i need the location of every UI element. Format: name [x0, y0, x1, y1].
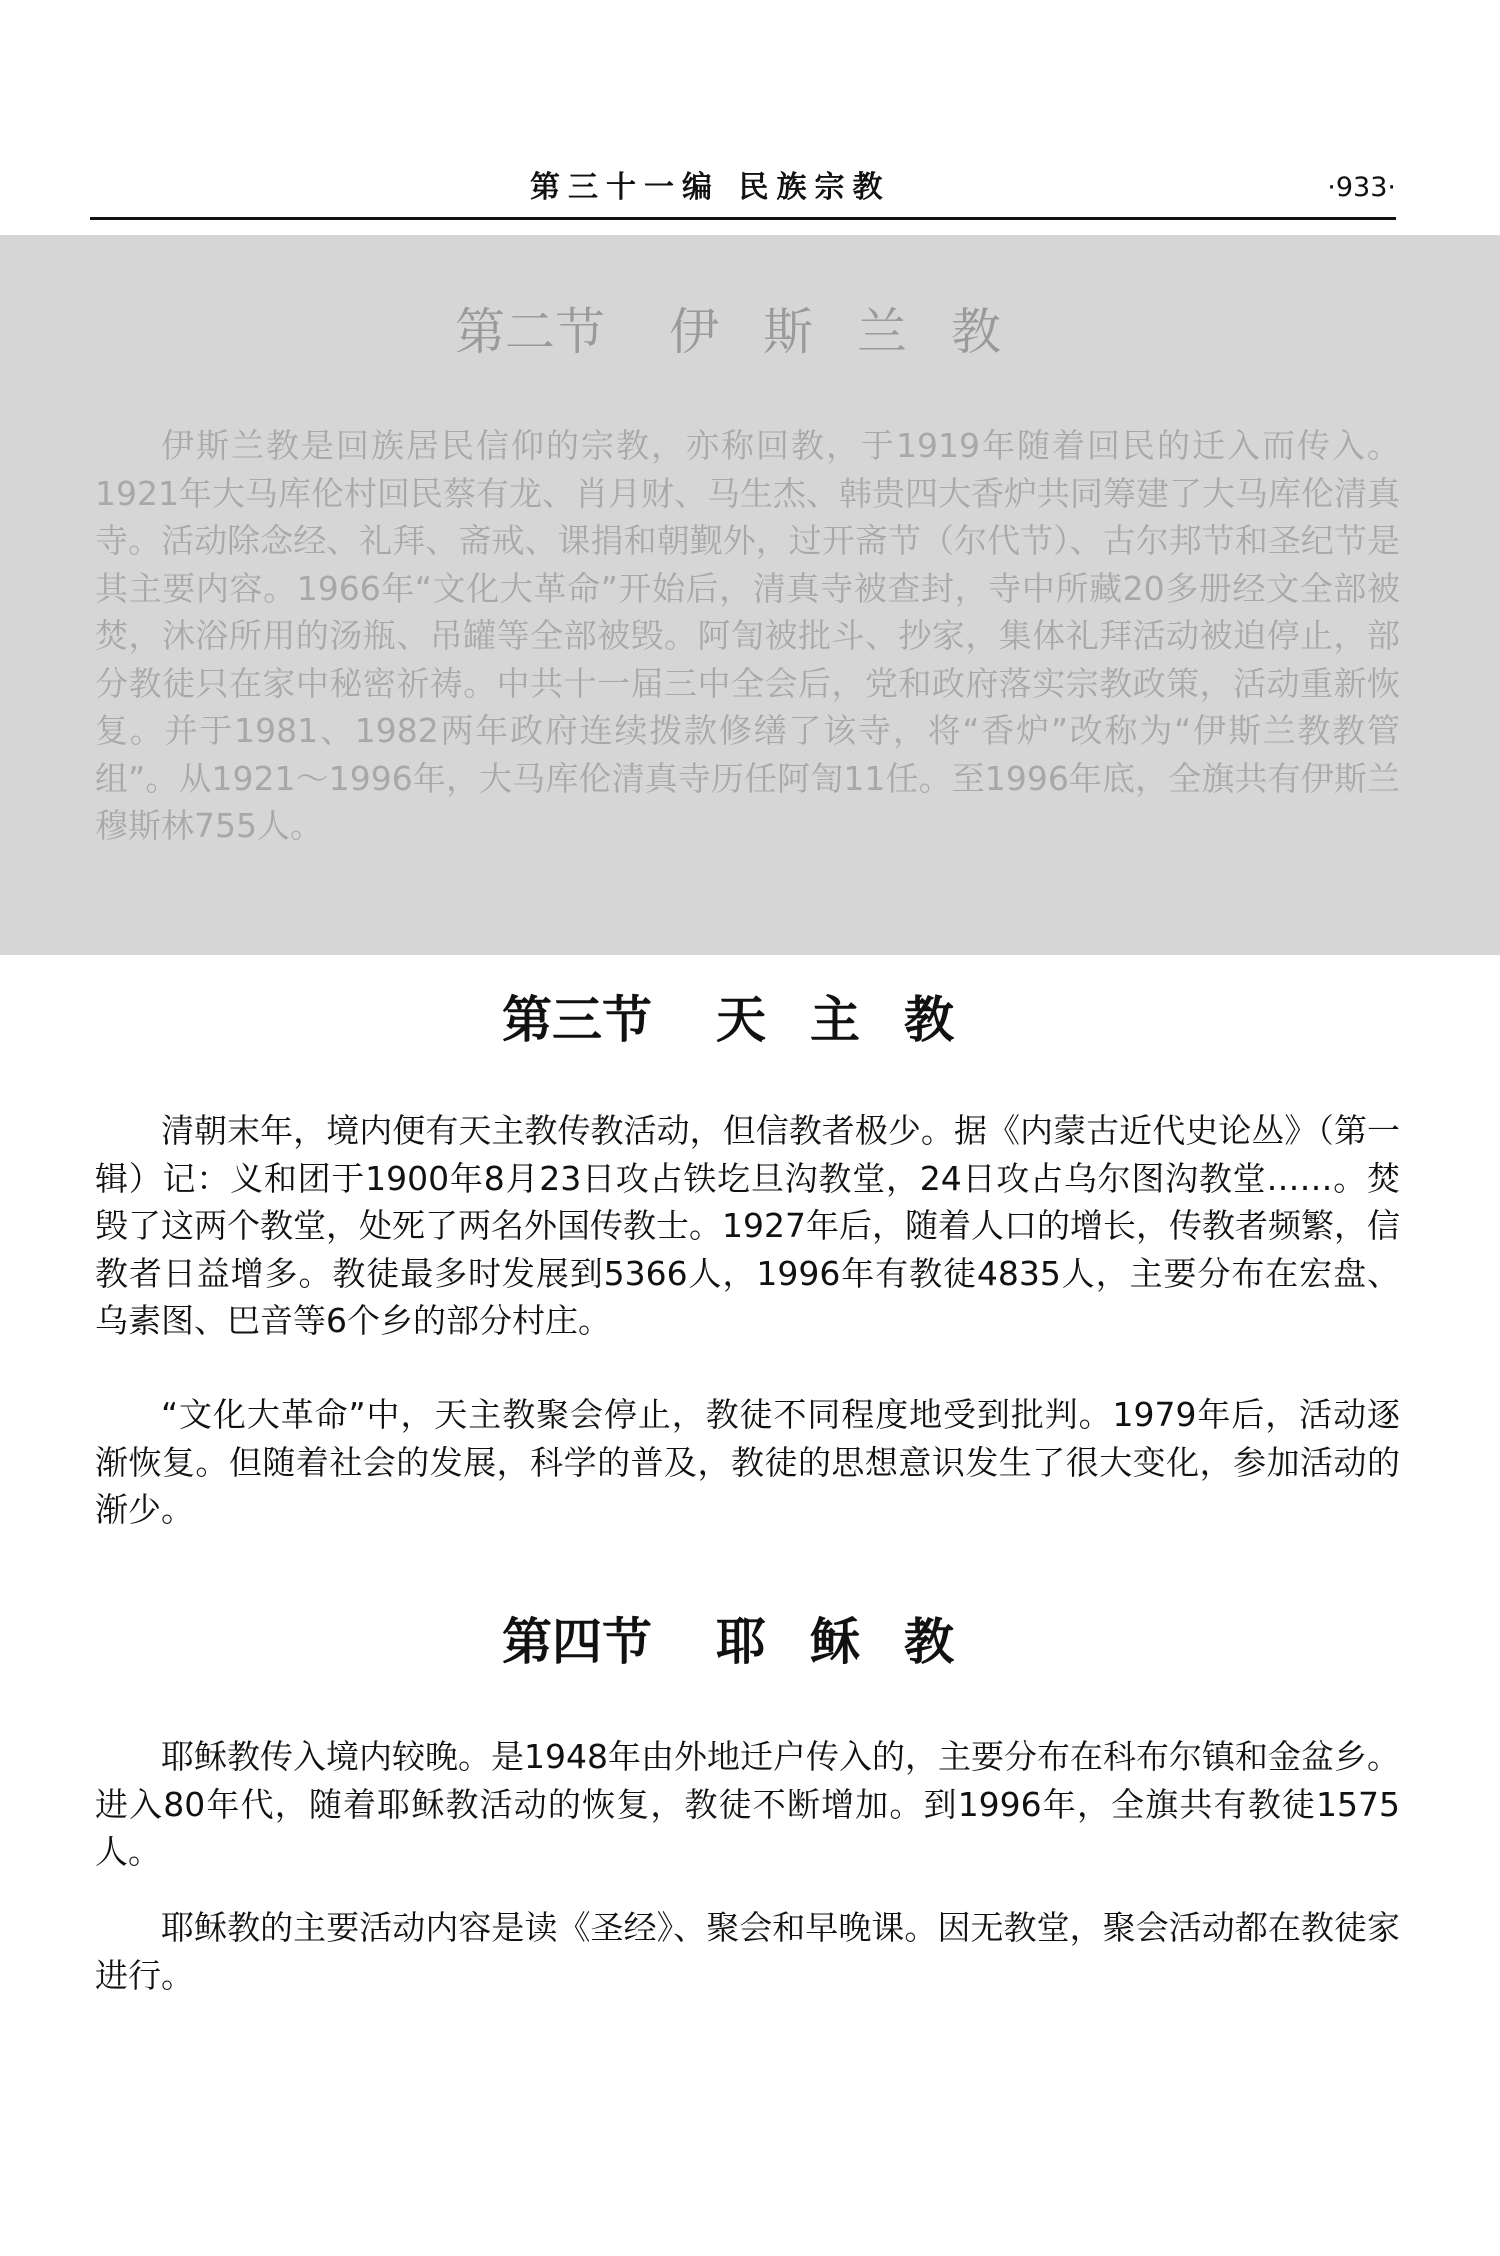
paragraph-christianity-1: 耶稣教传入境内较晚。是1948年由外地迁户传入的，主要分布在科布尔镇和金盆乡。进入80年代，随着耶稣教活动的恢复，教徒不断增加。到1996年，全旗共有教徒1575人。	[95, 1737, 1400, 1871]
running-title: 第三十一编 民族宗教	[530, 170, 891, 205]
header-rule	[90, 217, 1396, 220]
paragraph-islam-1: 伊斯兰教是回族居民信仰的宗教，亦称回教，于1919年随着回民的迁入而传入。1921年大马库伦村回民蔡有龙、肖月财、马生杰、韩贵四大香炉共同筹建了大马库伦清真寺。活动除念经、礼拜、斋戒、课捐和朝觐外，过开斋节（尔代节）、古尔邦节和圣纪节是其主要内容。1966年“文化大革命”开始后，清真寺被查封，寺中所藏20多册经文全部被焚，沐浴所用的汤瓶、吊罐等全部被毁。阿訇被批斗、抄家，集体礼拜活动被迫停止，部分教徒只在家中秘密祈祷。中共十一届三中全会后，党和政府落实宗教政策，活动重新恢复。并于1981、1982两年政府连续拨款修缮了该寺，将“香炉”改称为“伊斯兰教教管组”。从1921～1996年，大马库伦清真寺历任阿訇11任。至1996年底，全旗共有伊斯兰穆斯林755人。	[95, 426, 1400, 845]
section-name: 天主教	[716, 990, 998, 1049]
paragraph-christianity-2: 耶稣教的主要活动内容是读《圣经》、聚会和早晚课。因无教堂，聚会活动都在教徒家进行。	[95, 1908, 1400, 1995]
paragraph-catholicism-2: “文化大革命”中，天主教聚会停止，教徒不同程度地受到批判。1979年后，活动逐渐恢复。但随着社会的发展，科学的普及，教徒的思想意识发生了很大变化，参加活动的渐少。	[95, 1395, 1400, 1529]
shaded-section-block	[0, 235, 1500, 955]
section-heading-christianity	[0, 1612, 1500, 1672]
section-name: 伊斯兰教	[669, 303, 1045, 361]
section-heading-islam	[0, 302, 1500, 362]
section-number: 第三节	[502, 990, 652, 1049]
page-number: ·933·	[1327, 172, 1396, 203]
section-number: 第四节	[502, 1612, 652, 1671]
paragraph-catholicism-1: 清朝末年，境内便有天主教传教活动，但信教者极少。据《内蒙古近代史论丛》（第一辑）记：义和团于1900年8月23日攻占铁圪旦沟教堂，24日攻占乌尔图沟教堂……。焚毁了这两个教堂，处死了两名外国传教士。1927年后，随着人口的增长，传教者频繁，信教者日益增多。教徒最多时发展到5366人，1996年有教徒4835人，主要分布在宏盘、乌素图、巴音等6个乡的部分村庄。	[95, 1111, 1400, 1340]
section-name: 耶稣教	[716, 1612, 998, 1671]
section-heading-catholicism	[0, 990, 1500, 1050]
running-header	[90, 166, 1396, 210]
section-number: 第二节	[455, 303, 605, 361]
